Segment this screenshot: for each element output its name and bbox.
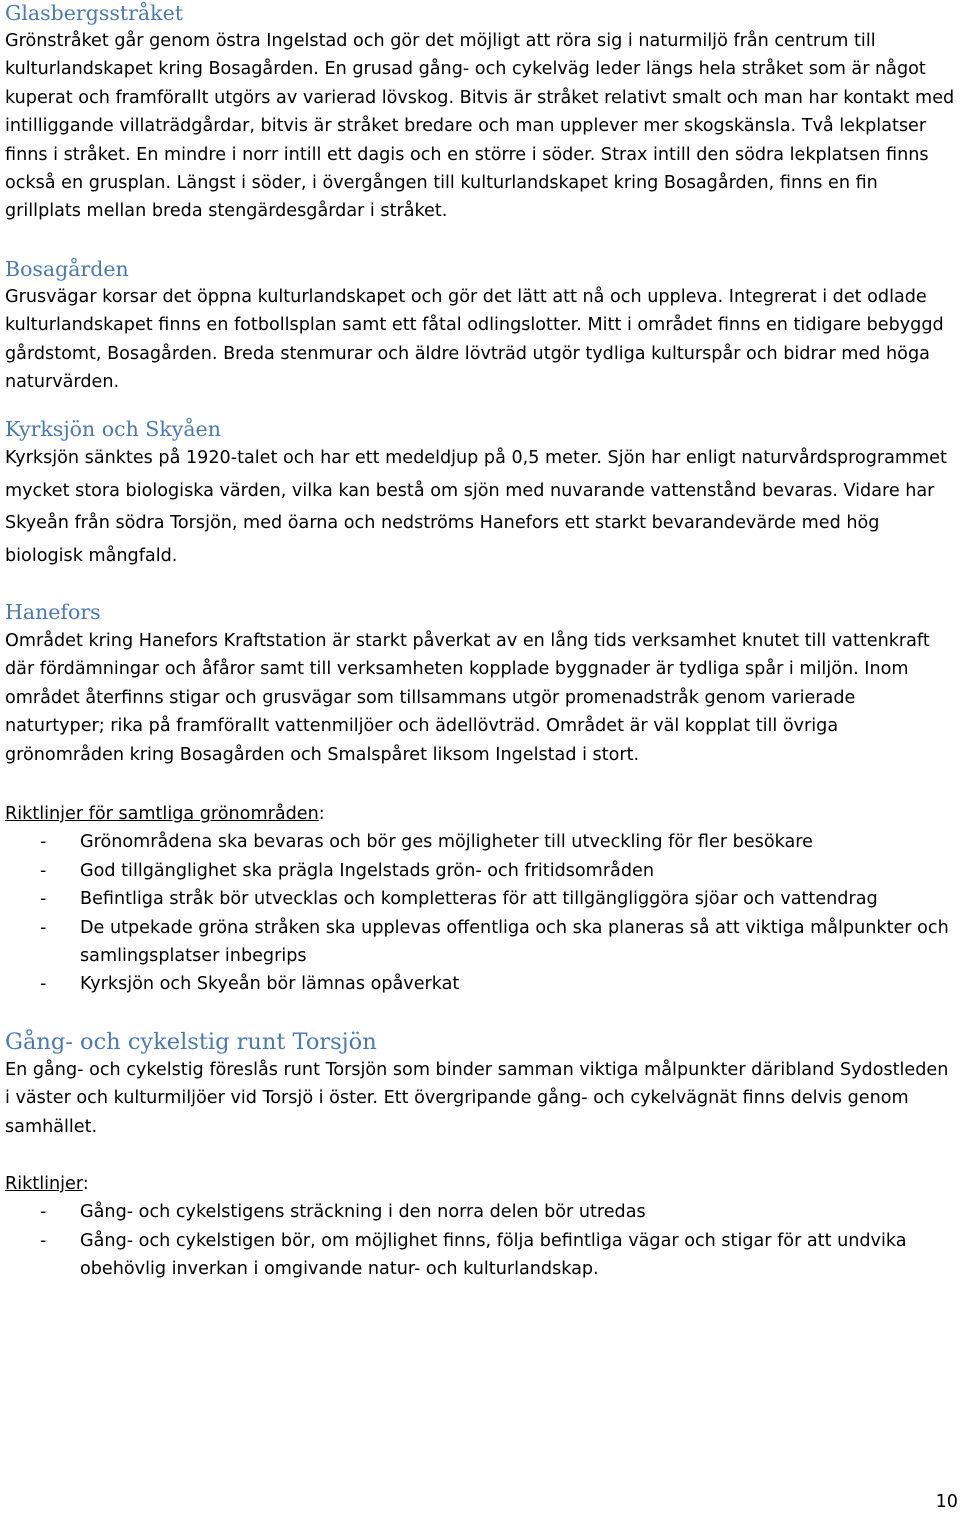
- section-torsjon: [5, 1028, 957, 1141]
- guidelines-heading: [5, 1170, 957, 1198]
- section-body: Grusvägar korsar det öppna kulturlandskapet och gör det lätt att nå och uppleva. Integrerat i det odlade kulturlandskapet finns en fotbollsplan samt ett fåtal odlingslotter. Mitt i området finns en tidigare bebyggd gårdstomt, Bosagården. Breda stenmurar och äldre lövträd utgör tydliga kulturspår och bidrar med höga naturvärden.: [5, 287, 944, 393]
- list-item-text: God tillgänglighet ska prägla Ingelstads grön- och fritidsområden: [80, 860, 654, 881]
- list-item: [5, 1227, 957, 1284]
- section-body: Området kring Hanefors Kraftstation är starkt påverkat av en lång tids verksamhet knutet till vattenkraft där fördämningar och åfåror samt till verksamheten kopplade byggnader är tydliga spår i miljön. Inom området återfinns stigar och grusvägar som tillsammans utgör promenadstråk genom varierade naturtyper; rika på framförallt vattenmiljöer och ädellövträd. Området är väl kopplat till övriga grönområden kring Bosagården och Smalspåret liksom Ingelstad i stort.: [5, 631, 930, 765]
- guidelines-heading-text: Riktlinjer för samtliga grönområden: [5, 804, 319, 824]
- list-marker: -: [40, 889, 47, 910]
- list-marker: -: [40, 917, 47, 938]
- section-hanefors: [5, 599, 957, 769]
- guidelines-heading-text: Riktlinjer: [5, 1174, 83, 1194]
- list-marker: -: [40, 1202, 47, 1223]
- list-marker: -: [40, 832, 47, 853]
- section-riktlinjer-gronomraden: [5, 800, 957, 999]
- list-marker: -: [40, 974, 47, 995]
- list-item: [5, 857, 957, 885]
- section-riktlinjer-torsjon: [5, 1170, 957, 1284]
- section-kyrksjon: [5, 416, 957, 572]
- list-item-text: De utpekade gröna stråken ska upplevas offentliga och ska planeras så att viktiga målpunkter och samlingsplatser inbegrips: [80, 917, 949, 967]
- list-item: [5, 828, 957, 856]
- list-marker: -: [40, 1230, 47, 1251]
- list-item-text: Befintliga stråk bör utvecklas och kompletteras för att tillgängliggöra sjöar och vattendrag: [80, 889, 878, 910]
- list-item: [5, 914, 957, 971]
- section-glasbergsstraket: [5, 0, 957, 226]
- section-title: Kyrksjön och Skyåen: [5, 417, 221, 441]
- section-title: Bosagården: [5, 257, 129, 281]
- guidelines-heading-colon: :: [82, 1174, 89, 1194]
- section-bosagarden: [5, 256, 957, 397]
- guidelines-list: [5, 828, 957, 998]
- list-item-text: Gång- och cykelstigens sträckning i den norra delen bör utredas: [80, 1202, 646, 1223]
- list-item: [5, 970, 957, 998]
- guidelines-list: [5, 1198, 957, 1283]
- section-title: Glasbergsstråket: [5, 1, 183, 25]
- list-item: [5, 885, 957, 913]
- section-body: En gång- och cykelstig föreslås runt Torsjön som binder samman viktiga målpunkter däribland Sydostleden i väster och kulturmiljöer vid Torsjö i öster. Ett övergripande gång- och cykelvägnät finns delvis genom samhället.: [5, 1060, 949, 1137]
- section-body: Grönstråket går genom östra Ingelstad och gör det möjligt att röra sig i naturmiljö från centrum till kulturlandskapet kring Bosagården. En grusad gång- och cykelväg leder längs hela stråket som är något kuperat och framförallt utgörs av varierad lövskog. Bitvis är stråket relativt smalt och man har kontakt med intilliggande villaträdgårdar, bitvis är stråket bredare och man upplever mer skogskänsla. Två lekplatser finns i stråket. En mindre i norr intill ett dagis och en större i söder. Strax intill den södra lekplatsen finns också en grusplan. Längst i söder, i övergången till kulturlandskapet kring Bosagården, finns en fin grillplats mellan breda stengärdesgårdar i stråket.: [5, 31, 955, 222]
- section-title: Hanefors: [5, 600, 101, 624]
- guidelines-heading-colon: :: [318, 804, 325, 824]
- section-title: Gång- och cykelstig runt Torsjön: [5, 1029, 377, 1055]
- list-item-text: Gång- och cykelstigen bör, om möjlighet finns, följa befintliga vägar och stigar för att undvika obehövlig inverkan i omgivande natur- och kulturlandskap.: [80, 1230, 907, 1280]
- section-body: Kyrksjön sänktes på 1920-talet och har ett medeldjup på 0,5 meter. Sjön har enligt naturvårdsprogrammet mycket stora biologiska värden, vilka kan bestå om sjön med nuvarande vattenstånd bevaras. Vidare har Skyeån från södra Torsjön, med öarna och nedströms Hanefors ett starkt bevarandevärde med hög biologisk mångfald.: [5, 448, 947, 566]
- list-item: [5, 1198, 957, 1226]
- list-marker: -: [40, 860, 47, 881]
- guidelines-heading: [5, 800, 957, 828]
- list-item-text: Kyrksjön och Skyeån bör lämnas opåverkat: [80, 974, 460, 995]
- page-number: 10: [935, 1492, 958, 1512]
- list-item-text: Grönområdena ska bevaras och bör ges möjligheter till utveckling för fler besökare: [80, 832, 813, 853]
